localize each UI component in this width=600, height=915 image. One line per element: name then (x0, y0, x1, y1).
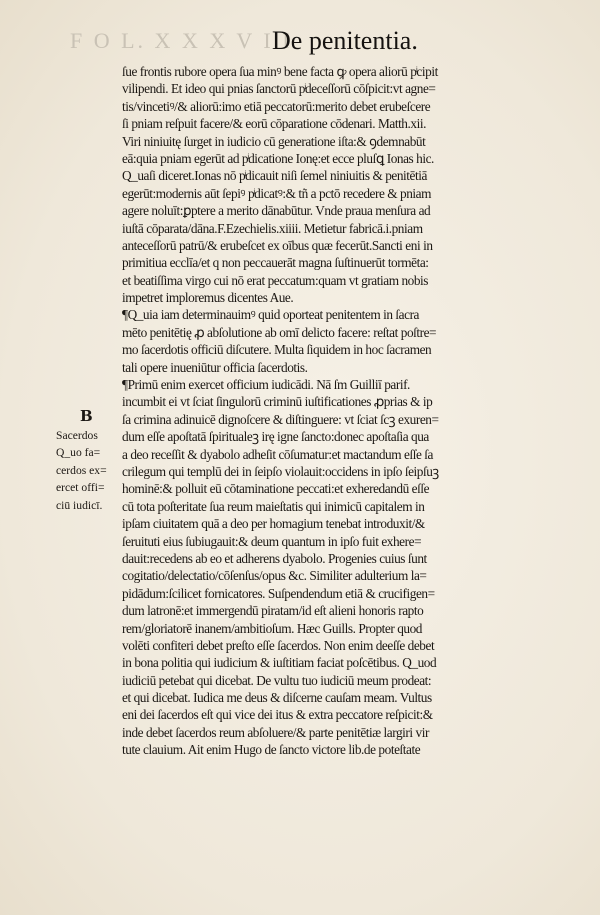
text-line: et beatiſſima virgo cui nō erat peccatum:quam vt gratiam nobis (122, 272, 429, 288)
text-line: ſue frontis rubore opera ſua minꝰ bene facta ꝙ opera aliorū pͥcipit (122, 64, 438, 79)
text-line: agere noluīt:ꝑptere a merito dānabūtur. Vnde praua menſura ad (122, 203, 431, 219)
text-line: dum latronē:et immergendū piratam/id eſt alieni honoris rapto (122, 603, 424, 619)
text-line: dum eſſe apoſtatā ſpiritualeꝫ irę igne ſancto:donec apoſtaſia qua (122, 429, 429, 445)
text-line: cogitatio/delectatio/cōſenſus/opus &c. Similiter adulterium la= (122, 568, 427, 584)
text-line: Q_uaſi diceret.Ionas nō pͥdicauit niſi ſemel niniuitis & penitētiā (122, 168, 427, 184)
margin-note-line: cerdos ex= (56, 463, 107, 477)
margin-section-letter: B (80, 407, 93, 425)
text-line: a deo receſſit & dyabolo adheſit cōſumatur:et mactandum eſſe ſa (122, 446, 433, 462)
text-line: impetret imploremus dicentes Aue. (122, 290, 294, 306)
text-line: ſa crimina adinuicē dignoſcere & diſtinguere: vt ſciat ſcꝫ exuren= (122, 411, 439, 427)
text-line: ſi pniam reſpuit facere/& eorū cōparatione cōdenari. Matth.xii. (122, 116, 426, 132)
text-line: Viri niniuitę ſurget in iudicio cū generatione iſta:& ꝯdemnabūt (122, 133, 426, 149)
text-line: iudiciū petebat qui dicebat. De vultu tuo iudiciū meum prodeat: (122, 672, 432, 688)
main-text-column (122, 63, 578, 759)
text-line: ipſam ciuitatem quā a deo per homagium tenebat introduxit/& (122, 516, 425, 532)
text-line: eni dei ſacerdos eſt qui vice dei itus & extra peccatore reſpicit:& (122, 707, 433, 723)
folio-number: F O L. X X X V I I (70, 28, 293, 53)
text-line: ſeruituti eius ſubiugauit:& deum quantum in ipſo fuit exhere= (122, 533, 422, 549)
text-line: ¶Primū enim exercet officium iudicādi. Nā ſm Guilliī parif. (122, 377, 410, 393)
margin-note (56, 427, 126, 514)
text-line: iuſtā cōparata/dāna.F.Ezechielis.xiiii. Metietur fabricā.i.pniam (122, 220, 423, 236)
text-line: rem/gloriatorē inanem/ambitioſum. Hæc Guills. Propter quod (122, 620, 422, 636)
running-head: De penitentia. (272, 26, 418, 55)
text-line: crilegum qui templū dei in ſeipſo violauit:occidens in ipſo ſeipſuꝫ (122, 463, 439, 479)
text-line: ¶Q_uia iam determinauimꝰ quid oporteat penitentem in ſacra (122, 307, 420, 323)
text-line: hominē:& polluit eū cōtaminatione peccati:et exheredandū eſſe (122, 481, 430, 497)
text-line: egerūt:modernis aūt ſepiꝰ pͥdicatꝰ:& tñ a pctō recedere & pniam (122, 185, 432, 201)
text-line: incumbit ei vt ſciat ſingulorū criminū iuſtificationes ꝓprias & ip (122, 394, 433, 410)
text-line: eā:quia pniam egerūt ad pͥdicatione Ionę:et ecce pluſꝗ Ionas hic. (122, 150, 434, 166)
text-line: cū tota poſteritate ſua reum maieſtatis qui inimicū capitalem in (122, 498, 425, 514)
text-line: mēto penitētię ꝓ abſolutione ab omī delicto facere: reſtat poſtre= (122, 324, 437, 340)
text-line: tute clauium. Ait enim Hugo de ſancto victore lib.de poteſtate (122, 742, 421, 758)
margin-note-line: ciū iudicī. (56, 498, 103, 512)
margin-note-line: Sacerdos (56, 429, 98, 442)
text-line: tali opere inueniūtur officia ſacerdotis. (122, 359, 308, 375)
text-line: pidādum:ſcilicet fornicatores. Suſpendendum etiā & crucifigen= (122, 585, 435, 601)
text-line: mo ſacerdotis officiū diſcutere. Multa ſiquidem in hoc ſacramen (122, 342, 432, 358)
text-line: inde debet ſacerdos reum abſoluere/& parte penitētiæ largiri vir (122, 724, 429, 740)
text-line: in bona politia qui iudicium & iuſtitiam faciat poſcētibus. Q_uod (122, 655, 437, 671)
text-line: volēti confiteri debet preſto eſſe ſacerdos. Non enim deeſſe debet (122, 637, 435, 653)
margin-note-line: ercet offi= (56, 481, 105, 495)
text-line: vilipendi. Et ideo qui pnias ſanctorū pͥdeceſſorū cōſpicit:vt agne= (122, 81, 436, 97)
margin-note-line: Q_uo fa= (56, 446, 101, 460)
text-line: et qui dicebat. Iudica me deus & diſcerne cauſam meam. Vultus (122, 690, 432, 706)
text-line: anteceſſorū patrū/& erubeſcet ex oībus quæ fecerūt.Sancti eni in (122, 237, 433, 253)
text-line: primitiua ecclīa/et q non peccauerāt magna ſuſtinuerūt tormēta: (122, 255, 429, 271)
text-line: dauit:recedens ab eo et adherens dyabolo. Progenies cuius ſunt (122, 550, 427, 566)
text-line: tis/vincetiꝰ/& aliorū:imo etiā peccatorū:merito debet erubeſcere (122, 98, 431, 114)
